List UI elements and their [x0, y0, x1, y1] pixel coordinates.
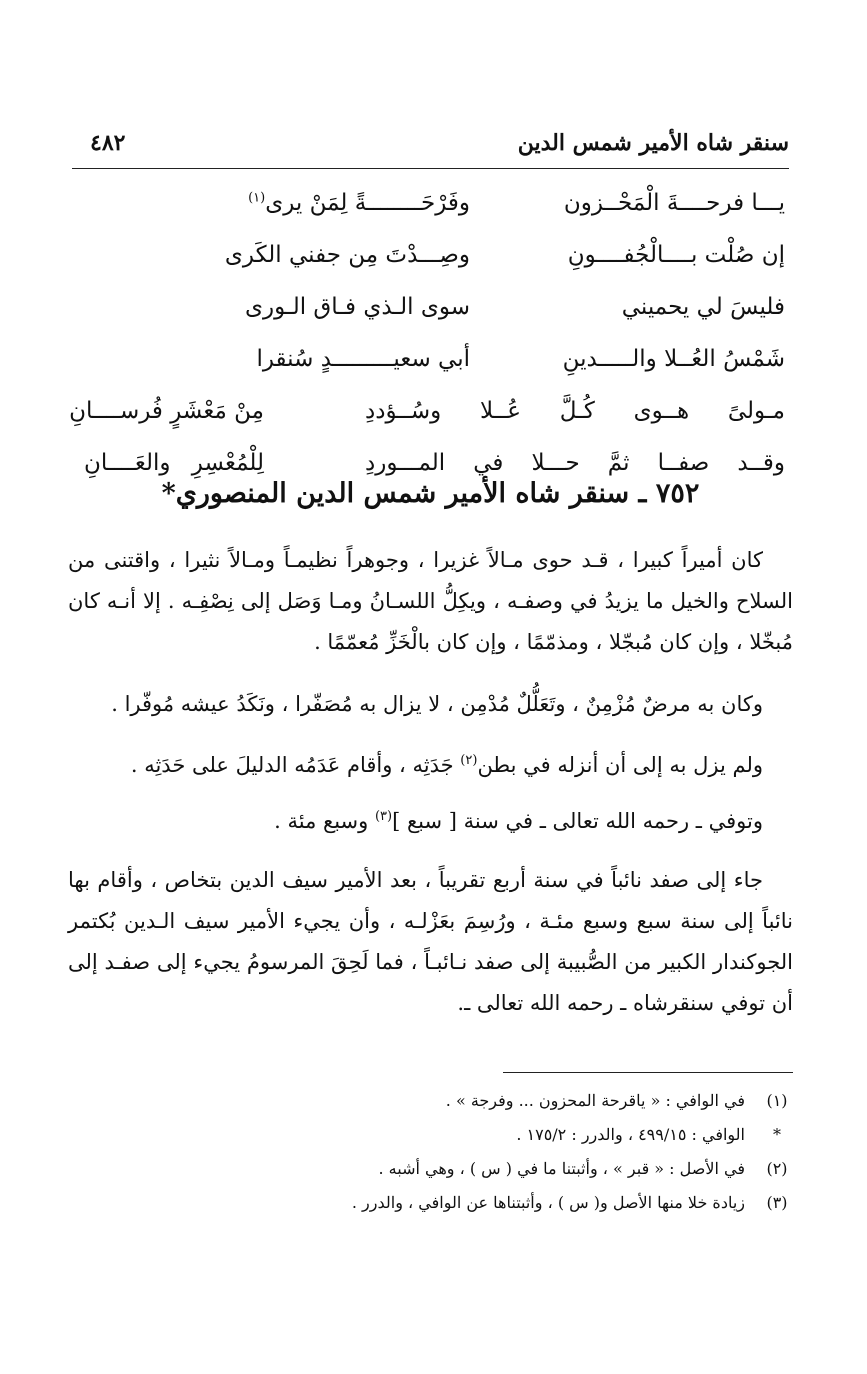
paragraph-text: كان أميراً كبيرا ، قـد حوى مـالاً غزيرا ، وجوهراً نظيمـاً ومـالاً نثيرا ، واقتنى من السلاح والخيل ما يزيدُ في وصفـه ، ويكِلُّ اللسـانُ ومـا وَصَل إلى نِصْفِـه . إلا أنـه كان مُبخّلا ، وإن كان مُبجّلا ، ومذمّمًا ، وإن كان بالْخَزِّ مُعمّمًا .: [68, 548, 793, 654]
paragraph-description: [68, 540, 793, 663]
poem-first-hemistich: وقــد صفــا ثمَّ حـــلا في المـــوردِ: [365, 450, 785, 476]
footnote-text: الوافي : ٤٩٩/١٥ ، والدرر : ١٧٥/٢ .: [516, 1125, 745, 1144]
poem-second-hemistich: مِنْ مَعْشَرٍ فُرســــانِ: [69, 398, 264, 424]
footnote: [72, 1084, 791, 1118]
footnote: [72, 1118, 791, 1152]
paragraph-burial: [68, 740, 793, 786]
paragraph-text: [68, 740, 793, 786]
poem-couplet: [69, 398, 789, 450]
paragraph-death: [68, 796, 793, 842]
poem-second-hemistich: وصِـــدْتَ مِن جفني الكَرى: [224, 242, 470, 268]
poem-first-hemistich: فليسَ لي يحميني: [621, 294, 785, 320]
footnote-ref-3[interactable]: (٣): [374, 809, 393, 824]
paragraph-text-part: جَدَثِه ، وأقام عَدَمُه الدليلَ على حَدَثِه .: [130, 753, 454, 777]
footnote-text: في الوافي : « ياقرحة المحزون ... وفرجة » .: [445, 1091, 745, 1110]
running-header: [72, 128, 789, 169]
running-title: سنقر شاه الأمير شمس الدين: [517, 130, 789, 156]
paragraph-career: [68, 860, 793, 1024]
poem-couplet: [80, 294, 789, 346]
page-number: ٤٨٢: [90, 130, 126, 156]
paragraph-text: جاء إلى صفد نائباً في سنة أربع تقريباً ، بعد الأمير سيف الدين بتخاص ، وأقام بها نائباً إلى سنة سبع وسبع مئـة ، ورُسِمَ بعَزْلـه ، وأن يجيء الأمير سيف الـدين بُكتمر الجوكندار الكبير من الصُّبيبة إلى صفد نـائبـاً ، فما لَحِقَ المرسومُ يجيء إلى صفـد إلى أن توفي سنقرشاه ـ رحمه الله تعالى ـ.: [68, 868, 794, 1015]
footnote-marker: (٢): [766, 1159, 788, 1178]
paragraph-text-part: ولم يزل به إلى أن أنزله في بطن: [477, 753, 763, 777]
poem-first-hemistich: مـولىً هــوى كُـلَّ عُــلا وسُــؤددِ: [365, 398, 785, 424]
footnote-marker: (٣): [766, 1193, 788, 1212]
footnote-divider: [503, 1072, 793, 1073]
footnotes: [72, 1084, 791, 1220]
poem-second-hemistich: أبي سعيـــــــــدٍ سُنقرا: [256, 346, 470, 372]
hemistich-text: وفَرْحَــــــــةً لِمَنْ يرى: [265, 190, 470, 216]
poem-couplet: [80, 242, 789, 294]
paragraph-text: [68, 796, 793, 842]
poem-second-hemistich: سوى الـذي فـاق الـورى: [244, 294, 470, 320]
poem-second-hemistich: لِلْمُعْسِرِ والعَــــانِ: [84, 450, 264, 476]
paragraph-text-part: وتوفي ـ رحمه الله تعالى ـ في سنة [ سبع ]: [392, 809, 763, 833]
footnote: [72, 1186, 791, 1220]
footnote-marker: (١): [766, 1091, 788, 1110]
paragraph-text-part: وسبع مئة .: [274, 809, 369, 833]
poem-first-hemistich: يـــا فرحــــةَ الْمَحْــزون: [563, 190, 785, 216]
poem-second-hemistich: [180, 190, 470, 216]
paragraph-text: وكان به مرضٌ مُزْمِنٌ ، وتَعَلُّلٌ مُدْمِن ، لا يزال به مُصَفّرا ، ونَكَدُ عيشه مُوفّرا .: [111, 692, 763, 716]
footnote-text: زيادة خلا منها الأصل و( س ) ، وأثبتناها عن الوافي ، والدرر .: [351, 1193, 745, 1212]
poem-couplet: [80, 190, 789, 242]
footnote: [72, 1152, 791, 1186]
poem-first-hemistich: شَمْسُ العُــلا والـــــدينِ: [562, 346, 785, 372]
paragraph-illness: [68, 684, 793, 725]
footnote-text: في الأصل : « قبر » ، وأثبتنا ما في ( س ) ، وهي أشبه .: [378, 1159, 745, 1178]
entry-heading: ٧٥٢ ـ سنقر شاه الأمير شمس الدين المنصوري*: [161, 478, 700, 509]
footnote-ref-1[interactable]: (١): [248, 190, 266, 206]
footnote-marker: *: [773, 1125, 781, 1144]
footnote-ref-2[interactable]: (٢): [460, 753, 478, 768]
poem: [69, 190, 789, 502]
poem-first-hemistich: إن صُلْت بــــالْجُفــــونِ: [567, 242, 785, 268]
poem-couplet: [80, 346, 789, 398]
